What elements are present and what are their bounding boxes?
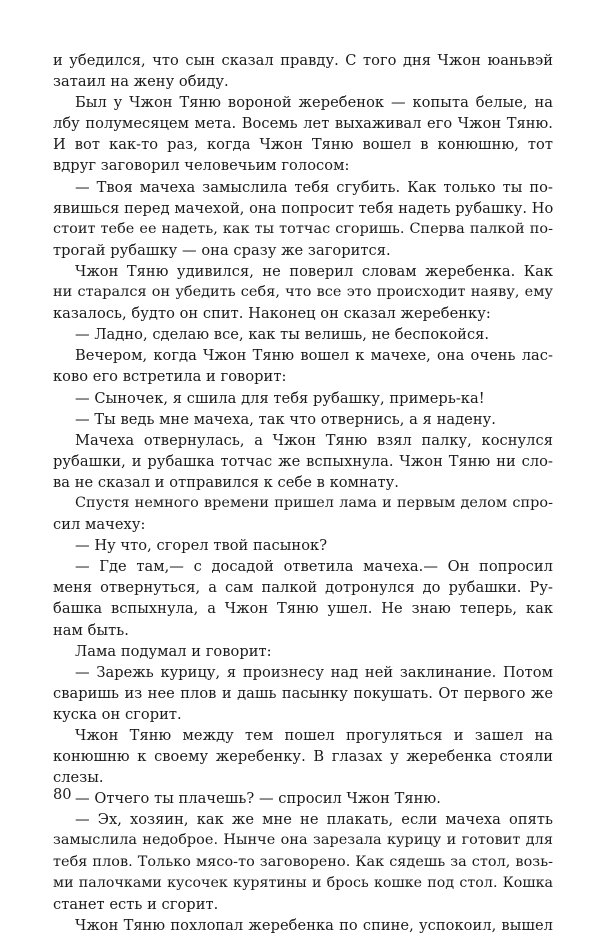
text-line: Мачеха отвернулась, а Чжон Тяню взял палку, коснулся bbox=[75, 431, 553, 449]
text-line: Чжон Тяню похлопал жеребенка по спине, успокоил, вышел bbox=[75, 916, 553, 934]
text-line: трогай рубашку — она сразу же загорится. bbox=[53, 241, 391, 259]
text-line: — Ладно, сделаю все, как ты велишь, не беспокойся. bbox=[75, 326, 490, 344]
text-line: куска он сгорит. bbox=[53, 705, 182, 723]
text-line: — Зарежь курицу, я произнесу над ней заклинание. Потом bbox=[75, 663, 553, 681]
page-text bbox=[53, 50, 553, 936]
text-line: стоит тебе ее надеть, как ты тотчас сгоришь. Сперва палкой по- bbox=[53, 220, 553, 237]
text-line: замыслила недоброе. Нынче она зарезала курицу и готовит для bbox=[53, 832, 553, 849]
text-line: и убедился, что сын сказал правду. С того дня Чжон юаньвэй bbox=[53, 52, 553, 69]
text-line: И вот как-то раз, когда Чжон Тяню вошел в конюшню, тот bbox=[53, 136, 553, 154]
text-line: — Твоя мачеха замыслила тебя сгубить. Как только ты по- bbox=[75, 178, 553, 196]
text-line: конюшню к своему жеребенку. В глазах у жеребенка стояли bbox=[53, 748, 553, 766]
text-line: Вечером, когда Чжон Тяню вошел к мачехе, она очень лас- bbox=[75, 347, 553, 365]
text-line: Лама подумал и говорит: bbox=[75, 642, 272, 660]
text-line: — Ну что, сгорел твой пасынок? bbox=[75, 537, 328, 555]
text-line: ми палочками кусочек курятины и брось кошке под стол. Кошка bbox=[53, 874, 553, 891]
text-line: Чжон Тяню удивился, не поверил словам жеребенка. Как bbox=[75, 262, 553, 280]
text-line: — Отчего ты плачешь? — спросил Чжон Тяню. bbox=[75, 790, 441, 808]
text-line: сваришь из нее плов и дашь пасынку покушать. От первого же bbox=[53, 684, 553, 702]
text-line: сил мачеху: bbox=[53, 516, 146, 534]
text-line: затаил на жену обиду. bbox=[53, 73, 229, 91]
text-line: ково его встретила и говорит: bbox=[53, 368, 287, 386]
text-line: нам быть. bbox=[53, 621, 129, 639]
page-number: 80 bbox=[53, 786, 72, 803]
text-line: — Сыночек, я сшила для тебя рубашку, примерь-ка! bbox=[75, 389, 485, 407]
text-line: башка вспыхнула, а Чжон Тяню ушел. Не знаю теперь, как bbox=[53, 600, 553, 618]
text-line: слезы. bbox=[53, 769, 104, 787]
text-line: — Ты ведь мне мачеха, так что отвернись, а я надену. bbox=[75, 410, 496, 428]
text-line: — Где там,— с досадой ответила мачеха.— Он попросил bbox=[75, 558, 553, 576]
text-line: лбу полумесяцем мета. Восемь лет выхаживал его Чжон Тяню. bbox=[53, 115, 553, 133]
text-line: казалось, будто он спит. Наконец он сказал жеребенку: bbox=[53, 305, 491, 323]
text-line: — Эх, хозяин, как же мне не плакать, если мачеха опять bbox=[75, 811, 553, 829]
text-line: станет есть и сгорит. bbox=[53, 895, 219, 913]
text-line: Спустя немного времени пришел лама и первым делом спро- bbox=[75, 494, 553, 511]
text-line: рубашки, и рубашка тотчас же вспыхнула. Чжон Тяню ни сло- bbox=[53, 452, 553, 470]
text-line: Чжон Тяню между тем пошел прогуляться и зашел на bbox=[75, 727, 553, 744]
text-line: явишься перед мачехой, она попросит тебя надеть рубашку. Но bbox=[53, 199, 554, 217]
text-line: вдруг заговорил человечьим голосом: bbox=[53, 157, 350, 175]
text-line: тебя плов. Только мясо-то заговорено. Как сядешь за стол, возь- bbox=[53, 853, 553, 870]
text-line: ни старался он убедить себя, что все это происходит наяву, ему bbox=[53, 284, 553, 301]
text-line: меня отвернуться, а сам палкой дотронулся до рубашки. Ру- bbox=[53, 579, 553, 597]
text-line: ва не сказал и отправился к себе в комнату. bbox=[53, 473, 399, 491]
text-line: Был у Чжон Тяню вороной жеребенок — копыта белые, на bbox=[75, 94, 553, 112]
